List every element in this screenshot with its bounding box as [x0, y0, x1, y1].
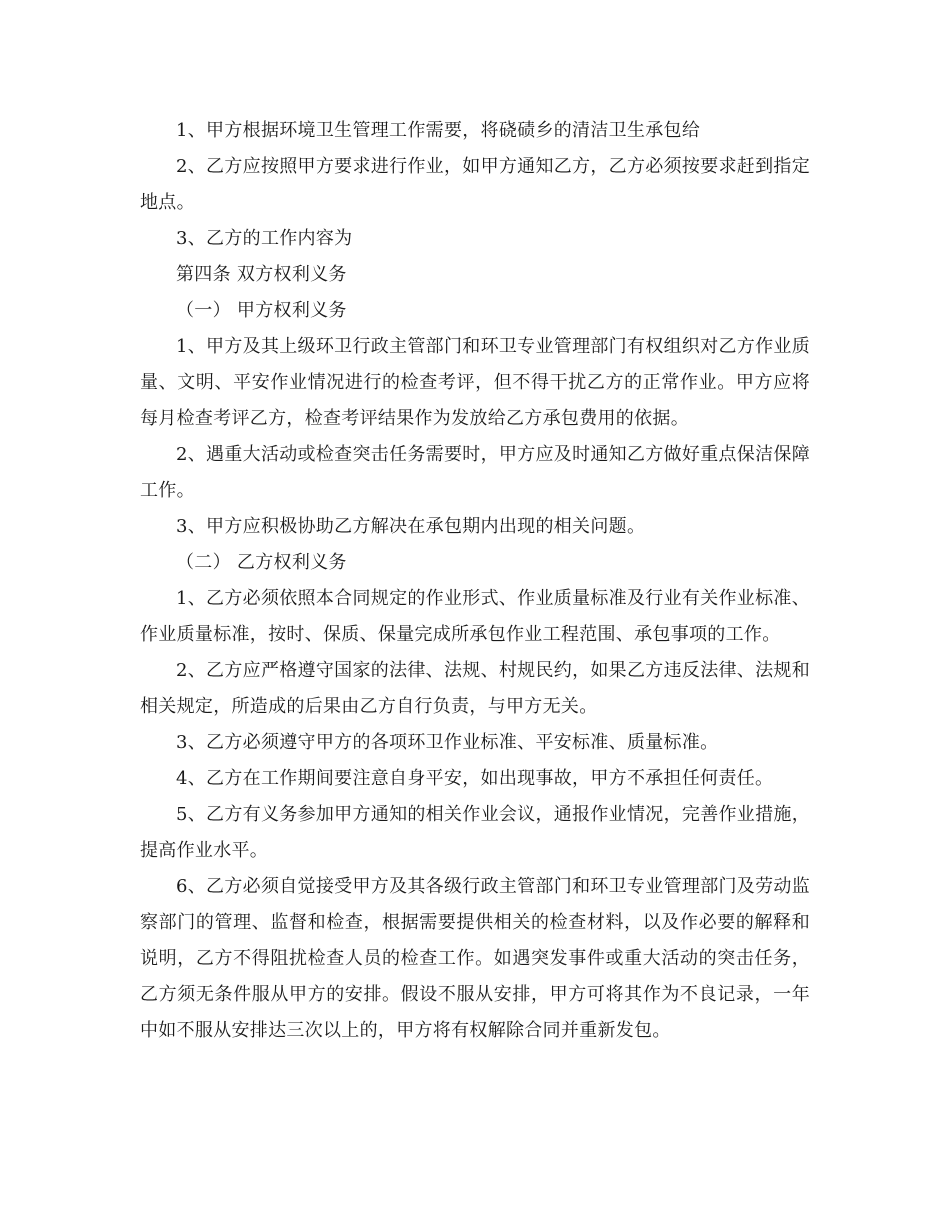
- section-party-a-heading: （一） 甲方权利义务: [176, 300, 347, 321]
- party-b-item-3: 3、乙方必须遵守甲方的各项环卫作业标准、平安标准、质量标准。: [176, 732, 719, 753]
- party-b-item-1: 1、乙方必须依照本合同规定的作业形式、作业质量标准及行业有关作业标准、作业质量标准，按时、保质、保量完成所承包作业工程范围、承包事项的工作。: [140, 588, 810, 645]
- party-b-item-4: 4、乙方在工作期间要注意自身平安，如出现事故，甲方不承担任何责任。: [176, 768, 774, 789]
- clause-2-work-requirement: 2、乙方应按照甲方要求进行作业，如甲方通知乙方，乙方必须按要求赶到指定地点。: [140, 156, 810, 213]
- party-a-item-1: 1、甲方及其上级环卫行政主管部门和环卫专业管理部门有权组织对乙方作业质量、文明、平安作业情况进行的检查考评，但不得干扰乙方的正常作业。甲方应将每月检查考评乙方，检查考评结果作为发放给乙方承包费用的依据。: [140, 336, 810, 429]
- party-a-item-2: 2、遇重大活动或检查突击任务需要时，甲方应及时通知乙方做好重点保洁保障工作。: [140, 444, 810, 501]
- clause-3-work-content: 3、乙方的工作内容为: [176, 228, 353, 249]
- party-b-item-6: 6、乙方必须自觉接受甲方及其各级行政主管部门和环卫专业管理部门及劳动监察部门的管理、监督和检查，根据需要提供相关的检查材料，以及作必要的解释和说明，乙方不得阻扰检查人员的检查工作。如遇突发事件或重大活动的突击任务，乙方须无条件服从甲方的安排。假设不服从安排，甲方可将其作为不良记录，一年中如不服从安排达三次以上的，甲方将有权解除合同并重新发包。: [140, 876, 810, 1041]
- party-b-item-5: 5、乙方有义务参加甲方通知的相关作业会议，通报作业情况，完善作业措施，提高作业水平。: [140, 804, 810, 861]
- section-party-b-heading: （二） 乙方权利义务: [176, 552, 347, 573]
- clause-1-contract-scope: 1、甲方根据环境卫生管理工作需要，将硗碛乡的清洁卫生承包给: [176, 120, 701, 141]
- party-b-item-2: 2、乙方应严格遵守国家的法律、法规、村规民约，如果乙方违反法律、法规和相关规定，所造成的后果由乙方自行负责，与甲方无关。: [140, 660, 810, 717]
- party-a-item-3: 3、甲方应积极协助乙方解决在承包期内出现的相关问题。: [176, 516, 646, 537]
- document-body: [140, 113, 810, 1049]
- article-4-heading: 第四条 双方权利义务: [176, 264, 347, 285]
